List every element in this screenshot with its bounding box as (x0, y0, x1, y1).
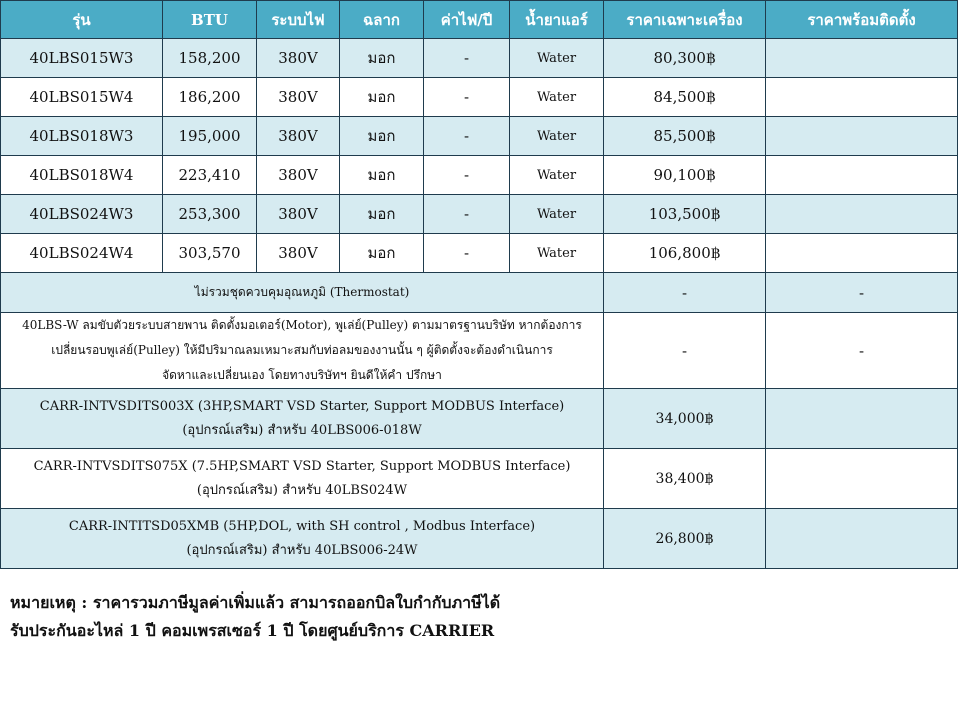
cell-cost: - (424, 156, 510, 195)
table-row (1, 156, 958, 195)
cell-price: 85,500฿ (604, 117, 766, 156)
cell-install (766, 117, 958, 156)
cell-btu: 186,200 (163, 78, 257, 117)
cell-btu: 195,000 (163, 117, 257, 156)
table-row (1, 195, 958, 234)
header-power: ระบบไฟ (257, 1, 340, 39)
cell-power: 380V (257, 234, 340, 273)
accessory-description (1, 449, 604, 509)
cell-price: 106,800฿ (604, 234, 766, 273)
cell-cost: - (424, 117, 510, 156)
table-row (1, 78, 958, 117)
cell-install (766, 78, 958, 117)
header-model: รุ่น (1, 1, 163, 39)
table-header-row (1, 1, 958, 39)
accessory-description (1, 509, 604, 569)
cell-label: มอก (340, 117, 424, 156)
cell-refrigerant: Water (510, 78, 604, 117)
cell-label: มอก (340, 234, 424, 273)
cell-model: 40LBS018W4 (1, 156, 163, 195)
thermostat-price: - (604, 273, 766, 313)
accessory-line: (อุปกรณ์เสริม) สำหรับ 40LBS006-24W (186, 542, 418, 558)
cell-install (766, 195, 958, 234)
thermostat-note: ไม่รวมชุดควบคุมอุณหภูมิ (Thermostat) (1, 273, 604, 313)
cell-btu: 158,200 (163, 39, 257, 78)
cell-power: 380V (257, 78, 340, 117)
accessory-description (1, 389, 604, 449)
cell-label: มอก (340, 78, 424, 117)
cell-label: มอก (340, 156, 424, 195)
cell-refrigerant: Water (510, 39, 604, 78)
accessory-install (766, 509, 958, 569)
accessory-price: 34,000฿ (604, 389, 766, 449)
motor-note-line: 40LBS-W ลมขับตัวยระบบสายพาน ติดตั้งมอเตอร์(Motor), พูเล่ย์(Pulley) ตามมาตรฐานบริษัท หากต้องการ (22, 318, 582, 332)
header-install: ราคาพร้อมติดตั้ง (766, 1, 958, 39)
header-refrigerant: น้ำยาแอร์ (510, 1, 604, 39)
motor-note (1, 313, 604, 389)
motor-note-line: จัดหาและเปลี่ยนเอง โดยทางบริษัทฯ ยินดีให้คำ ปรึกษา (162, 368, 442, 382)
cell-cost: - (424, 78, 510, 117)
cell-power: 380V (257, 117, 340, 156)
accessory-row (1, 509, 958, 569)
cell-price: 90,100฿ (604, 156, 766, 195)
cell-model: 40LBS018W3 (1, 117, 163, 156)
motor-note-line: เปลี่ยนรอบพูเล่ย์(Pulley) ให้มีปริมาณลมเหมาะสมกับท่อลมของงานนั้น ๆ ผู้ติดตั้งจะต้องดำเนินการ (51, 343, 553, 357)
cell-btu: 253,300 (163, 195, 257, 234)
cell-model: 40LBS024W3 (1, 195, 163, 234)
table-row (1, 39, 958, 78)
accessory-row (1, 389, 958, 449)
cell-install (766, 39, 958, 78)
accessory-line: (อุปกรณ์เสริม) สำหรับ 40LBS024W (196, 482, 408, 498)
cell-label: มอก (340, 39, 424, 78)
header-btu: BTU (163, 1, 257, 39)
table-row (1, 117, 958, 156)
cell-btu: 303,570 (163, 234, 257, 273)
accessory-install (766, 449, 958, 509)
thermostat-row (1, 273, 958, 313)
accessory-row (1, 449, 958, 509)
cell-model: 40LBS024W4 (1, 234, 163, 273)
cell-refrigerant: Water (510, 195, 604, 234)
header-cost: ค่าไฟ/ปี (424, 1, 510, 39)
accessory-line: (อุปกรณ์เสริม) สำหรับ 40LBS006-018W (182, 422, 422, 438)
cell-power: 380V (257, 39, 340, 78)
cell-cost: - (424, 195, 510, 234)
accessory-line: CARR-INTITSD05XMB (5HP,DOL, with SH control , Modbus Interface) (68, 518, 536, 534)
header-label: ฉลาก (340, 1, 424, 39)
cell-refrigerant: Water (510, 234, 604, 273)
accessory-line: CARR-INTVSDITS003X (3HP,SMART VSD Starter, Support MODBUS Interface) (39, 398, 565, 414)
cell-cost: - (424, 39, 510, 78)
cell-price: 103,500฿ (604, 195, 766, 234)
accessory-price: 38,400฿ (604, 449, 766, 509)
motor-install: - (766, 313, 958, 389)
cell-price: 84,500฿ (604, 78, 766, 117)
remark-vat: หมายเหตุ : ราคารวมภาษีมูลค่าเพิ่มแล้ว สามารถออกบิลใบกำกับภาษีได้ (10, 593, 501, 612)
motor-note-row (1, 313, 958, 389)
accessory-price: 26,800฿ (604, 509, 766, 569)
cell-model: 40LBS015W3 (1, 39, 163, 78)
remark-warranty: รับประกันอะไหล่ 1 ปี คอมเพรสเซอร์ 1 ปี โดยศูนย์บริการ CARRIER (10, 621, 495, 640)
cell-price: 80,300฿ (604, 39, 766, 78)
accessory-install (766, 389, 958, 449)
cell-install (766, 156, 958, 195)
cell-power: 380V (257, 156, 340, 195)
motor-price: - (604, 313, 766, 389)
cell-install (766, 234, 958, 273)
cell-model: 40LBS015W4 (1, 78, 163, 117)
remarks (10, 589, 500, 645)
header-price: ราคาเฉพาะเครื่อง (604, 1, 766, 39)
cell-refrigerant: Water (510, 117, 604, 156)
cell-refrigerant: Water (510, 156, 604, 195)
cell-btu: 223,410 (163, 156, 257, 195)
accessory-line: CARR-INTVSDITS075X (7.5HP,SMART VSD Starter, Support MODBUS Interface) (33, 458, 571, 474)
thermostat-install: - (766, 273, 958, 313)
cell-cost: - (424, 234, 510, 273)
table-row (1, 234, 958, 273)
cell-power: 380V (257, 195, 340, 234)
cell-label: มอก (340, 195, 424, 234)
